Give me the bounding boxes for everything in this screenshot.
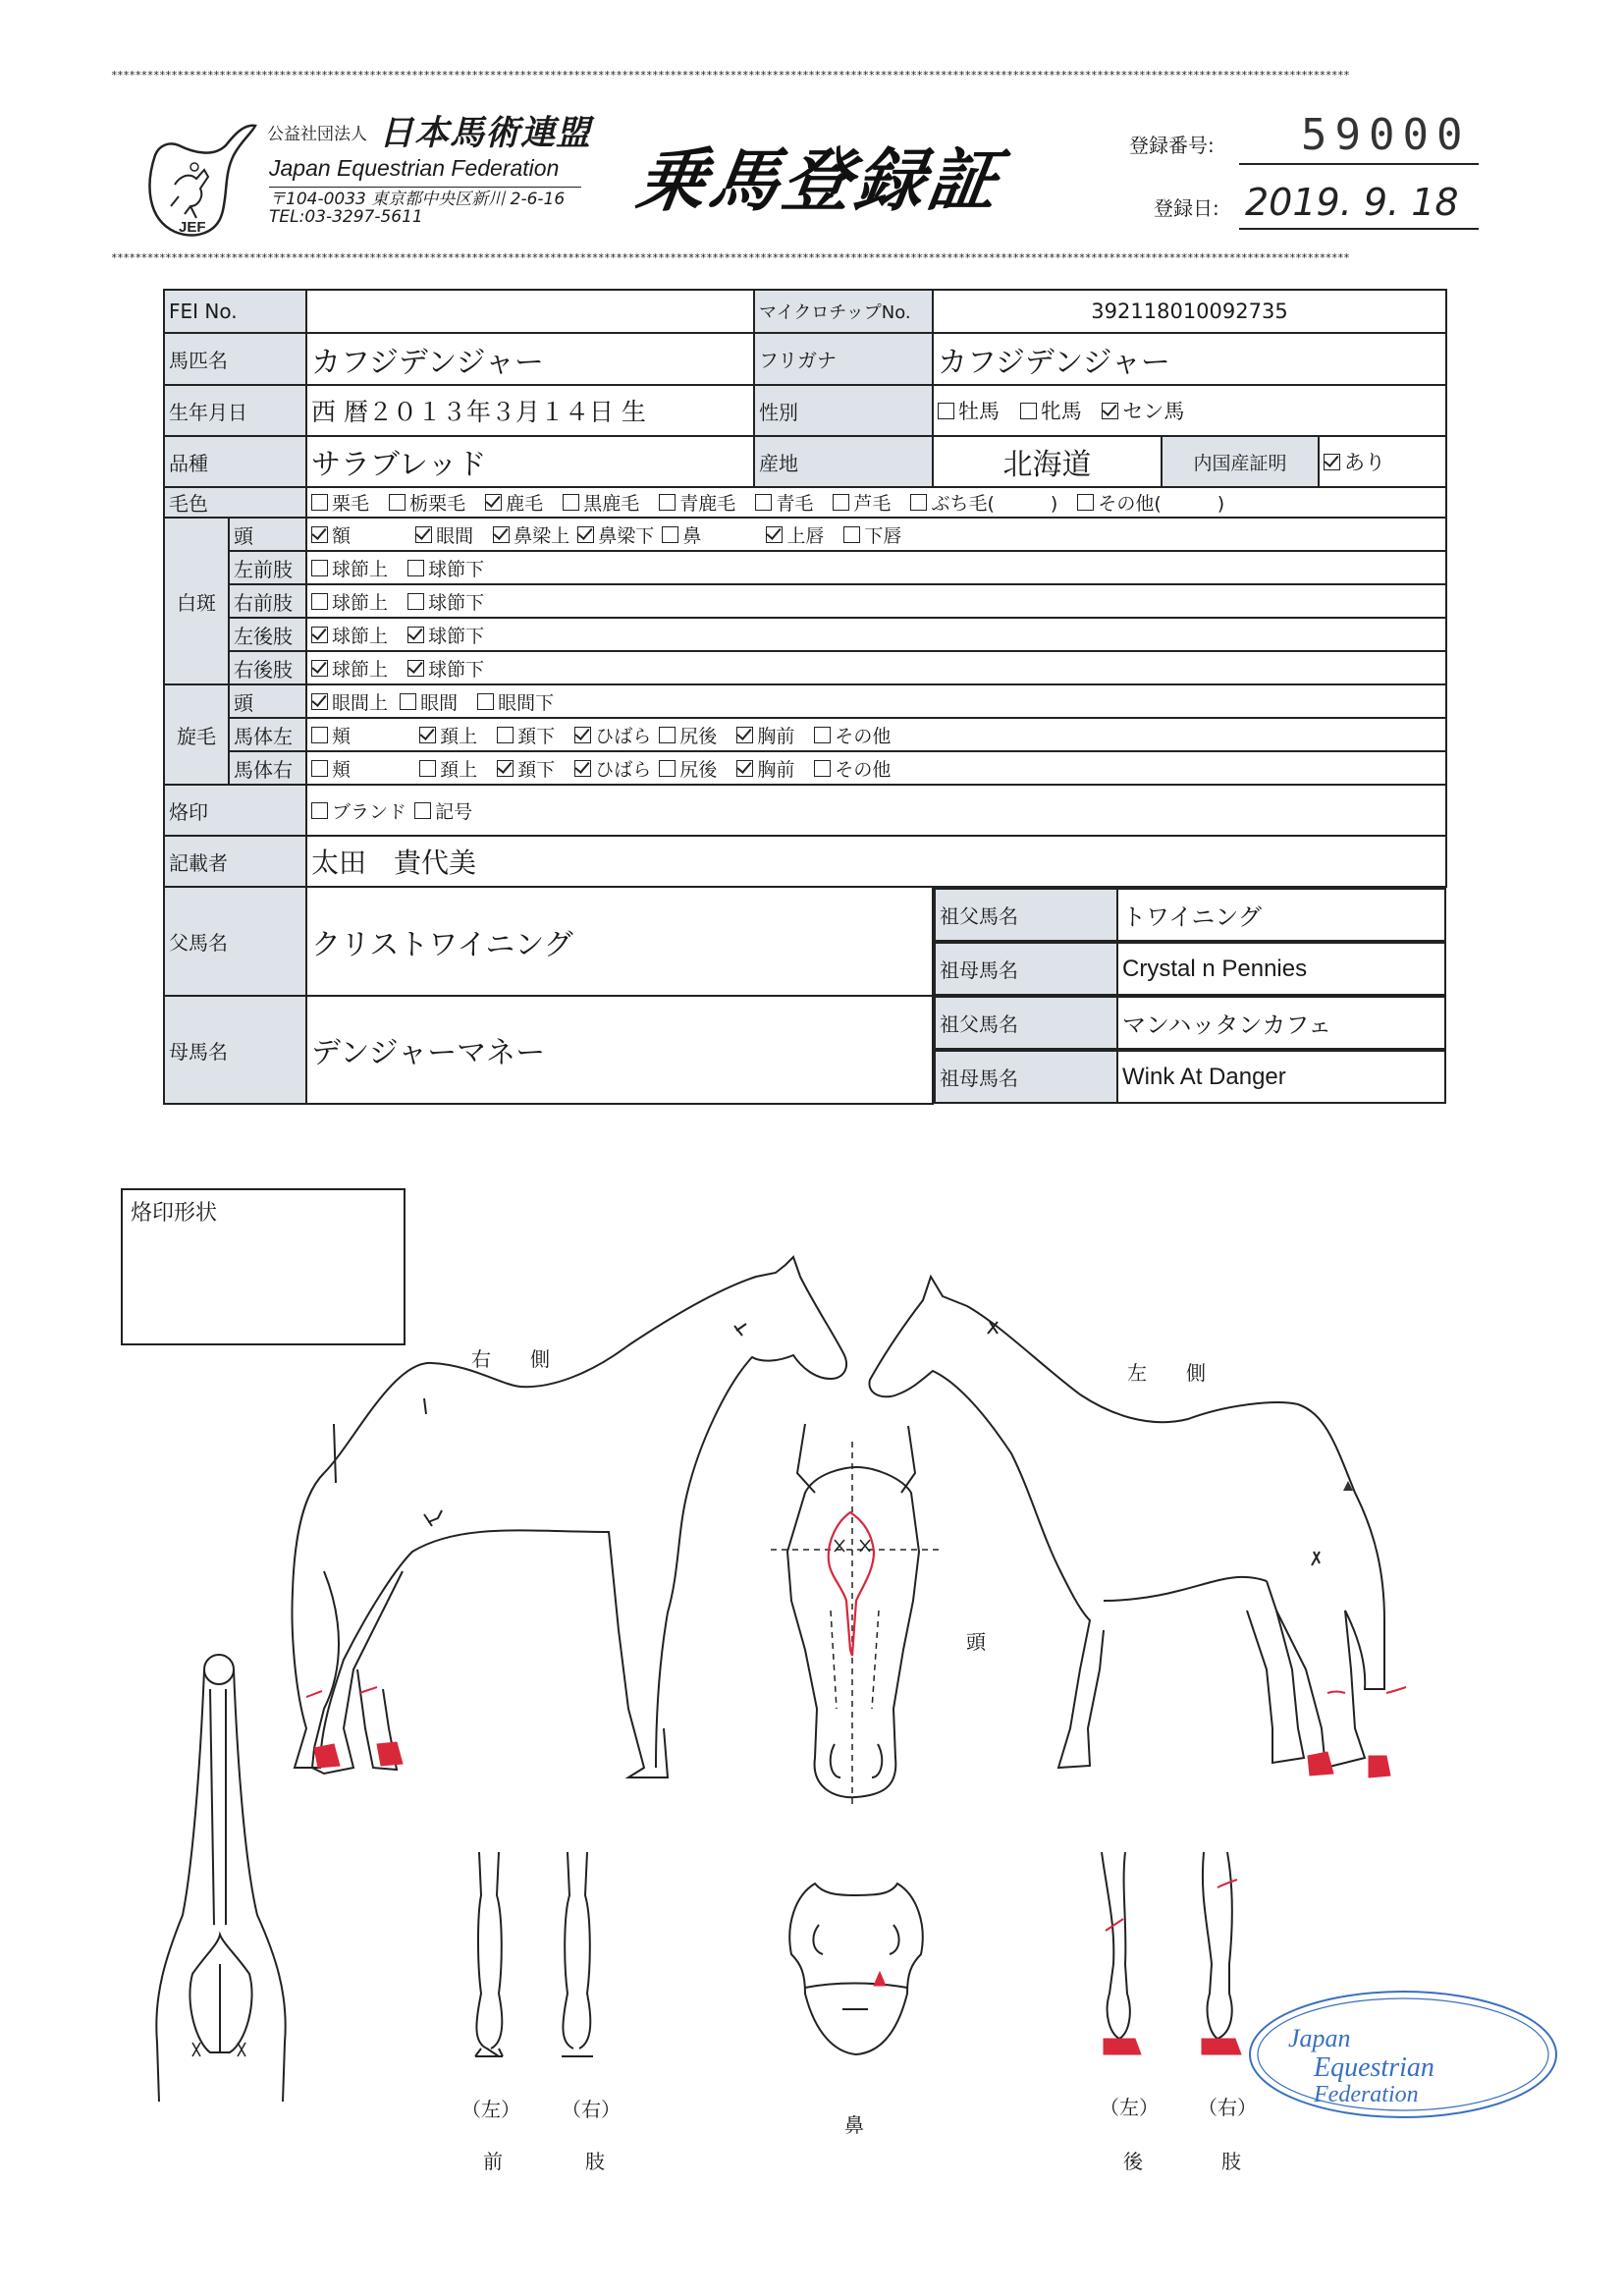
coat-option[interactable]: 黒鹿毛 [563, 489, 639, 516]
rear-view-horse-icon [156, 1655, 285, 2102]
hoof-marking [1308, 1752, 1333, 1776]
fore-left-label: （左） [461, 2098, 520, 2121]
hoof-marking [1104, 2039, 1141, 2054]
svg-text:Equestrian: Equestrian [1314, 2052, 1434, 2083]
microchip-label: マイクロチップNo. [754, 290, 933, 333]
row-brand: 烙印 ブランド 記号 [164, 785, 1446, 836]
hind-right-label: （右） [1198, 2096, 1257, 2119]
domestic-cert-option[interactable]: あり [1319, 436, 1446, 487]
sire-grandsire-label: 祖父馬名 [935, 889, 1117, 941]
tel: TEL:03-3297-5611 [269, 207, 423, 227]
brand-label: 烙印 [164, 785, 306, 836]
registration-number-label: 登録番号: [1129, 134, 1215, 157]
coat-color-label: 毛色 [164, 487, 306, 518]
coat-option[interactable]: ぶち毛( ) [910, 489, 1057, 516]
dam-grandsire-label: 祖父馬名 [935, 997, 1117, 1049]
sex-option-stallion[interactable]: 牡馬 [938, 396, 1000, 425]
row-white-right-hind: 右後肢 球節上 球節下 [164, 651, 1446, 684]
muzzle-icon [789, 1884, 922, 2054]
coat-option[interactable]: 栃栗毛 [389, 489, 465, 516]
breed-value: サラブレッド [306, 436, 754, 487]
fore-caption-2: 肢 [585, 2150, 605, 2173]
sex-option-mare[interactable]: 牝馬 [1020, 396, 1082, 425]
horse-name-value: カフジデンジャー [306, 333, 754, 385]
registration-date-label: 登録日: [1154, 196, 1219, 220]
white-marking-overlays [306, 1512, 1406, 2054]
muzzle-label: 鼻 [844, 2113, 864, 2137]
sire-grandsire-value: トワイニング [1117, 889, 1445, 941]
whorls-label: 旋毛 [164, 684, 229, 785]
dam-label: 母馬名 [164, 996, 306, 1104]
jef-stamp-icon [1245, 1986, 1561, 2123]
fei-label: FEI No. [164, 290, 306, 333]
row-whorl-left: 馬体左 頬 頚上 頚下 ひばら 尻後 胸前 その他 [164, 718, 1446, 751]
hoof-marking [1369, 1756, 1390, 1777]
bottom-separator: ************************************************************************************************************************************************************************************************************** [111, 251, 1350, 264]
dam-granddam-label: 祖母馬名 [935, 1051, 1117, 1103]
sex-option-gelding[interactable]: セン馬 [1102, 396, 1184, 425]
white-row-label: 右後肢 [229, 651, 306, 684]
registration-number: 59000 [1301, 110, 1471, 160]
sire-granddam-label: 祖母馬名 [935, 943, 1117, 995]
row-white-left-hind: 左後肢 球節上 球節下 [164, 618, 1446, 651]
left-side-horse-icon [869, 1277, 1384, 1768]
fore-legs-icon [475, 1852, 593, 2056]
row-whorl-right: 馬体右 頬 頚上 頚下 ひばら 尻後 胸前 その他 [164, 751, 1446, 785]
furigana-value: カフジデンジャー [933, 333, 1446, 385]
breed-label: 品種 [164, 436, 306, 487]
coat-option[interactable]: その他( ) [1077, 489, 1224, 516]
furigana-label: フリガナ [754, 333, 933, 385]
muzzle-marking [874, 1972, 886, 1986]
right-side-label: 右 側 [471, 1347, 550, 1371]
address: 〒104-0033 東京都中央区新川 2-6-16 [269, 190, 566, 209]
horse-name-label: 馬匹名 [164, 333, 306, 385]
recorder-value: 太田 貴代美 [306, 836, 1446, 887]
svg-text:Federation: Federation [1314, 2082, 1419, 2107]
coat-option[interactable]: 栗毛 [311, 489, 369, 516]
left-side-label: 左 側 [1127, 1361, 1206, 1385]
white-row-label: 右前肢 [229, 584, 306, 618]
hind-caption-1: 後 [1123, 2150, 1143, 2173]
coat-option[interactable]: 芦毛 [833, 489, 891, 516]
svg-text:Japan: Japan [1288, 2024, 1351, 2052]
row-white-left-fore: 左前肢 球節上 球節下 [164, 551, 1446, 584]
row-whorl-head: 旋毛 頭 眼間上 眼間 眼間下 [164, 684, 1446, 718]
hoof-marking [1202, 2039, 1241, 2054]
dam-value: デンジャーマネー [306, 996, 933, 1104]
org-name-jp: 日本馬術連盟 [379, 114, 592, 153]
org-name-en: Japan Equestrian Federation [269, 155, 560, 181]
hind-left-label: （左） [1100, 2096, 1159, 2119]
recorder-label: 記載者 [164, 836, 306, 887]
svg-text:JEF: JEF [179, 219, 206, 236]
hoof-marking [314, 1744, 340, 1768]
whorl-row-label: 馬体左 [229, 718, 306, 751]
hind-caption-2: 肢 [1221, 2150, 1241, 2173]
white-markings-label: 白斑 [164, 518, 229, 684]
coat-option[interactable]: 鹿毛 [485, 489, 543, 516]
microchip-value: 392118010092735 [933, 290, 1446, 333]
white-row-label: 頭 [229, 518, 306, 551]
white-row-label: 左前肢 [229, 551, 306, 584]
face-blaze-marking [829, 1512, 874, 1656]
frontal-head-icon [787, 1424, 919, 1797]
sire-value: クリストワイニング [306, 887, 933, 996]
fore-caption-1: 前 [483, 2150, 503, 2173]
whorl-row-label: 頭 [229, 684, 306, 718]
whorl-row-label: 馬体右 [229, 751, 306, 785]
coat-option[interactable]: 青毛 [755, 489, 813, 516]
birth-date-label: 生年月日 [164, 385, 306, 436]
head-label: 頭 [966, 1630, 986, 1654]
sex-label: 性別 [754, 385, 933, 436]
domestic-cert-label: 内国産証明 [1162, 436, 1319, 487]
top-separator: ************************************************************************************************************************************************************************************************************** [111, 69, 1350, 82]
org-prefix: 公益社団法人 [267, 125, 367, 144]
birth-date-value: 西 暦２０１３年３月１４日 生 [306, 385, 754, 436]
hoof-marking [377, 1742, 403, 1766]
origin-value: 北海道 [933, 436, 1162, 487]
sire-label: 父馬名 [164, 887, 306, 996]
origin-label: 産地 [754, 436, 933, 487]
coat-option[interactable]: 青鹿毛 [659, 489, 735, 516]
registration-date: 2019. 9. 18 [1245, 181, 1459, 224]
row-white-right-fore: 右前肢 球節上 球節下 [164, 584, 1446, 618]
fore-right-label: （右） [562, 2098, 621, 2121]
white-head-options: 額 眼間 鼻梁上 鼻梁下 鼻 上唇 下唇 [306, 518, 1446, 551]
dam-grandsire-value: マンハッタンカフェ [1117, 997, 1445, 1049]
sire-granddam-value: Crystal n Pennies [1117, 943, 1445, 995]
brand-shape-label: 烙印形状 [131, 1201, 218, 1226]
hind-legs-icon [1102, 1852, 1239, 2052]
document-title: 乗馬登録証 [631, 140, 1006, 221]
right-side-horse-icon [293, 1257, 847, 1777]
dam-granddam-value: Wink At Danger [1117, 1051, 1445, 1103]
white-row-label: 左後肢 [229, 618, 306, 651]
